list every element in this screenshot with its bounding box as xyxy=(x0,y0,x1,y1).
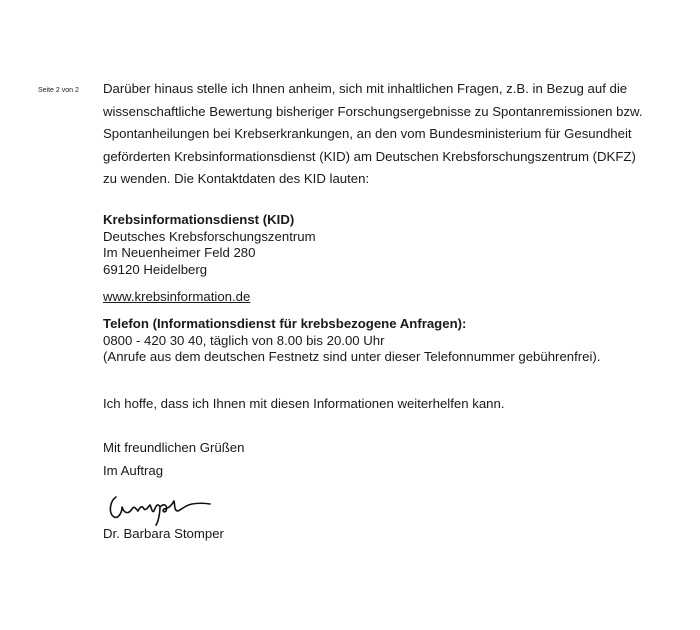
intro-paragraph xyxy=(103,78,688,191)
address-city: 69120 Heidelberg xyxy=(103,261,208,277)
closing-sentence: Ich hoffe, dass ich Ihnen mit diesen Informationen weiterhelfen kann. xyxy=(103,396,505,411)
intro-line: wissenschaftliche Bewertung bisheriger Forschungsergebnisse zu Spontanremissionen bzw. xyxy=(103,103,643,119)
page-label: Seite 2 von 2 xyxy=(38,87,79,94)
phone-block xyxy=(103,316,601,366)
intro-line: Spontanheilungen bei Krebserkrankungen, an den vom Bundesministerium für Gesundheit xyxy=(103,126,632,141)
phone-number: 0800 - 420 30 40, täglich von 8.00 bis 20.00 Uhr xyxy=(103,332,385,348)
address-block xyxy=(103,212,316,278)
address-org: Deutsches Krebsforschungszentrum xyxy=(103,228,316,244)
address-street: Im Neuenheimer Feld 280 xyxy=(103,245,256,260)
on-behalf: Im Auftrag xyxy=(103,462,164,478)
phone-note: (Anrufe aus dem deutschen Festnetz sind unter dieser Telefonnummer gebührenfrei). xyxy=(103,349,601,364)
intro-line: zu wenden. Die Kontaktdaten des KID lauten: xyxy=(103,171,370,186)
address-name: Krebsinformationsdienst (KID) xyxy=(103,212,295,227)
intro-line: geförderten Krebsinformationsdienst (KID) am Deutschen Krebsforschungszentrum (DKFZ) xyxy=(103,148,636,164)
salutation: Mit freundlichen Grüßen xyxy=(103,440,245,455)
website-block xyxy=(103,289,250,306)
phone-heading: Telefon (Informationsdienst für krebsbezogene Anfragen): xyxy=(103,316,467,331)
closing-block xyxy=(103,437,244,482)
handwritten-signature xyxy=(102,487,222,527)
signer-name: Dr. Barbara Stomper xyxy=(103,526,224,541)
website-link[interactable]: www.krebsinformation.de xyxy=(103,289,251,304)
intro-line: Darüber hinaus stelle ich Ihnen anheim, sich mit inhaltlichen Fragen, z.B. in Bezug auf die xyxy=(103,81,628,96)
